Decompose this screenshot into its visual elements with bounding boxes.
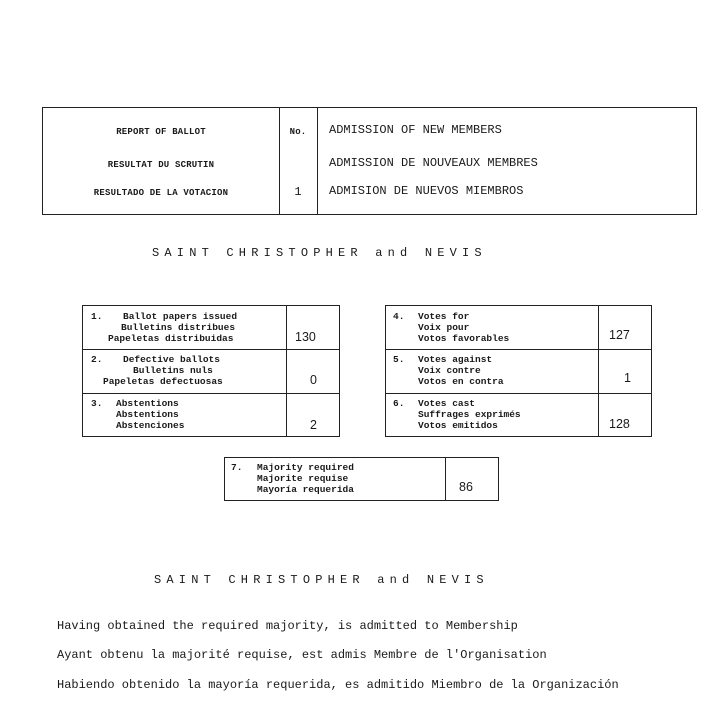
votes-cast-es: Votos emitidos — [418, 420, 498, 431]
ballots-issued-es: Papeletas distribuidas — [108, 333, 234, 344]
result-statement-fr: Ayant obtenu la majorité requise, est admis Membre de l'Organisation — [57, 648, 547, 662]
votes-against-value: 1 — [624, 371, 631, 385]
result-statement-en: Having obtained the required majority, is admitted to Membership — [57, 619, 518, 633]
country-title: SAINT CHRISTOPHER and NEVIS — [152, 246, 487, 260]
value-column-divider — [598, 306, 599, 436]
majority-required-fr: Majorite requise — [257, 473, 349, 484]
defective-ballots-es: Papeletas defectuosas — [103, 376, 223, 387]
item-number: 7. — [231, 462, 243, 473]
item-number: 2. — [91, 354, 103, 365]
subject-en: ADMISSION OF NEW MEMBERS — [329, 123, 502, 137]
number-value: 1 — [294, 185, 302, 199]
item-number: 3. — [91, 398, 103, 409]
abstentions-value: 2 — [310, 418, 317, 432]
majority-required-value: 86 — [459, 480, 473, 494]
votes-against-es: Votos en contra — [418, 376, 504, 387]
row-divider — [83, 349, 339, 350]
majority-required-es: Mayoría requerida — [257, 484, 354, 495]
votes-for-fr: Voix pour — [418, 322, 470, 333]
votes-cast-value: 128 — [609, 417, 630, 431]
row-divider — [386, 349, 651, 350]
defective-ballots-fr: Bulletins nuls — [133, 365, 213, 376]
ballot-stats-box-left — [82, 305, 340, 437]
header-divider-2 — [317, 108, 318, 214]
value-column-divider — [445, 458, 446, 500]
votes-for-value: 127 — [609, 328, 630, 342]
value-column-divider — [286, 306, 287, 436]
subject-fr: ADMISSION DE NOUVEAUX MEMBRES — [329, 156, 538, 170]
votes-for-es: Votos favorables — [418, 333, 510, 344]
result-statement-es: Habiendo obtenido la mayoría requerida, es admitido Miembro de la Organización — [57, 678, 619, 692]
title-en: REPORT OF BALLOT — [116, 127, 206, 137]
number-label: No. — [289, 127, 307, 137]
votes-against-fr: Voix contre — [418, 365, 481, 376]
majority-box — [224, 457, 499, 501]
defective-ballots-value: 0 — [310, 373, 317, 387]
abstentions-es: Abstenciones — [116, 420, 185, 431]
ballots-issued-value: 130 — [295, 330, 316, 344]
abstentions-en: Abstentions — [116, 398, 179, 409]
votes-cast-fr: Suffrages exprimés — [418, 409, 521, 420]
majority-required-en: Majority required — [257, 462, 354, 473]
title-fr: RESULTAT DU SCRUTIN — [107, 160, 215, 170]
item-number: 1. — [91, 311, 103, 322]
ballots-issued-fr: Bulletins distribues — [121, 322, 236, 333]
abstentions-fr: Abstentions — [116, 409, 179, 420]
subject-es: ADMISION DE NUEVOS MIEMBROS — [329, 184, 524, 198]
item-number: 6. — [393, 398, 405, 409]
votes-against-en: Votes against — [418, 354, 493, 365]
item-number: 5. — [393, 354, 405, 365]
ballots-issued-en: Ballot papers issued — [123, 311, 238, 322]
country-title-result: SAINT CHRISTOPHER and NEVIS — [154, 573, 489, 587]
row-divider — [386, 393, 651, 394]
item-number: 4. — [393, 311, 405, 322]
ballot-stats-box-right — [385, 305, 652, 437]
votes-cast-en: Votes cast — [418, 398, 476, 409]
title-es: RESULTADO DE LA VOTACION — [93, 188, 229, 198]
votes-for-en: Votes for — [418, 311, 470, 322]
row-divider — [83, 393, 339, 394]
ballot-header-table — [42, 107, 697, 215]
defective-ballots-en: Defective ballots — [123, 354, 220, 365]
